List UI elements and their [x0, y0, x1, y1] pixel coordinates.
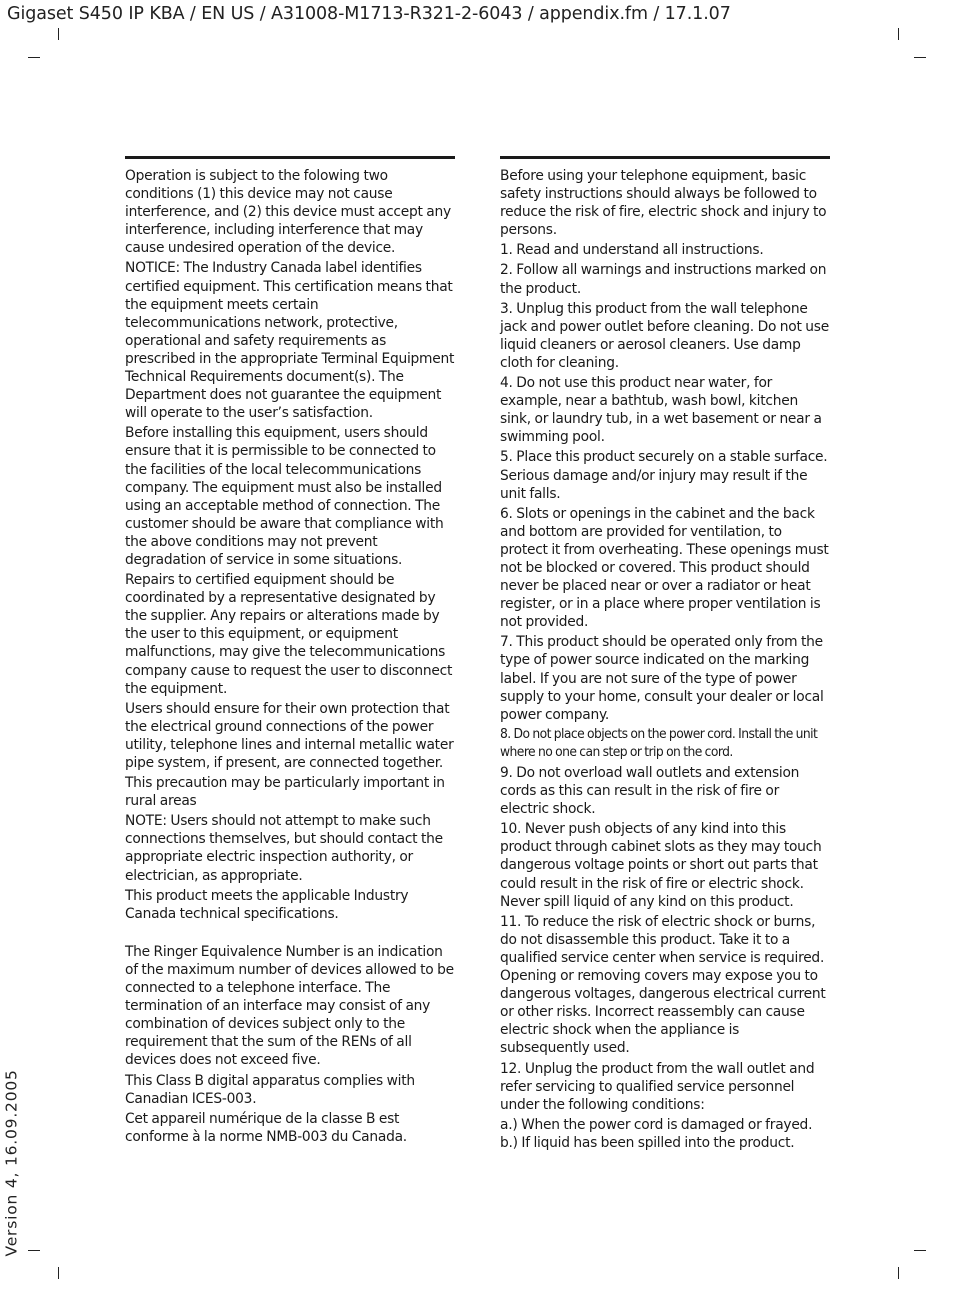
paragraph: Operation is subject to the folowing two conditions (1) this device may not cause interference, and (2) this device must accept any interference, including interference that may cause undesired operation of the device.: [125, 168, 451, 257]
paragraph: Cet appareil numérique de la classe B est conforme à la norme NMB-003 du Canada.: [125, 1110, 407, 1145]
paragraph: Repairs to certified equipment should be coordinated by a representative designated by the supplier. Any repairs or alterations made by the user to this equipment, or equipment malfunctions, may give the telecommunications company cause to request the user to disconnect the equipment.: [125, 572, 453, 697]
crop-mark: [28, 1250, 40, 1251]
list-item: 8. Do not place objects on the power cord. Install the unit where no one can step or trip on the cord.: [500, 726, 818, 760]
paragraph: NOTICE: The Industry Canada label identifies certified equipment. This certification means that the equipment meets certain telecommunications network, protective, operational and safety requirements as prescribed in the appropriate Terminal Equipment Technical Requirements document(s). The Department does not guarantee the equipment will operate to the user’s satisfaction.: [125, 260, 455, 422]
list-item: 7. This product should be operated only from the type of power source indicated on the marking label. If you are not sure of the type of power supply to your home, consult your dealer or local power company.: [500, 634, 824, 723]
paragraph: Before using your telephone equipment, basic safety instructions should always be followed to reduce the risk of fire, electric shock and injury to persons.: [500, 168, 827, 239]
left-column: [125, 156, 455, 1148]
document-header: Gigaset S450 IP KBA / EN US / A31008-M1713-R321-2-6043 / appendix.fm / 17.1.07: [7, 4, 731, 24]
crop-mark: [28, 57, 40, 58]
column-rule: [500, 156, 830, 159]
right-column: [500, 156, 830, 1154]
paragraph: Before installing this equipment, users should ensure that it is permissible to be connected to the facilities of the local telecommunications company. The equipment must also be installed using an acceptable method of connection. The customer should be aware that compliance with the above conditions may not prevent degradation of service in some situations.: [125, 425, 444, 568]
sub-list-item: a.) When the power cord is damaged or frayed.: [500, 1116, 813, 1133]
version-note: Version 4, 16.09.2005: [2, 1069, 21, 1257]
crop-mark: [898, 1267, 899, 1279]
crop-mark: [58, 1267, 59, 1279]
list-item: 10. Never push objects of any kind into this product through cabinet slots as they may touch dangerous voltage points or short out parts that could result in the risk of fire or electric shock. Never spill liquid of any kind on this product.: [500, 821, 822, 910]
list-item: 9. Do not overload wall outlets and extension cords as this can result in the risk of fire or electric shock.: [500, 765, 800, 818]
crop-mark: [898, 28, 899, 40]
list-item: 2. Follow all warnings and instructions marked on the product.: [500, 262, 827, 297]
paragraph: This precaution may be particularly important in rural areas: [125, 775, 445, 810]
crop-mark: [914, 57, 926, 58]
paragraph: NOTE: Users should not attempt to make such connections themselves, but should contact the appropriate electric inspection authority, or electrician, as appropriate.: [125, 813, 443, 884]
paragraph: The Ringer Equivalence Number is an indication of the maximum number of devices allowed to be connected to a telephone interface. The termination of an interface may consist of any combination of devices subject only to the requirement that the sum of the RENs of all devices does not exceed five.: [125, 943, 454, 1069]
list-item: 1. Read and understand all instructions.: [500, 242, 764, 259]
paragraph: This product meets the applicable Industry Canada technical specifications.: [125, 887, 409, 922]
crop-mark: [58, 28, 59, 40]
list-item: 12. Unplug the product from the wall outlet and refer servicing to qualified service personnel under the following conditions:: [500, 1060, 815, 1113]
list-item: 3. Unplug this product from the wall telephone jack and power outlet before cleaning. Do not use liquid cleaners or aerosol cleaners. Use damp cloth for cleaning.: [500, 300, 829, 371]
list-item: 11. To reduce the risk of electric shock or burns, do not disassemble this product. Take it to a qualified service center when service is required. Opening or removing covers may expose you to dangerous voltages, dangerous electrical current or other risks. Incorrect reassembly can cause electric shock when the appliance is subsequently used.: [500, 913, 826, 1057]
column-rule: [125, 156, 455, 159]
list-item: 6. Slots or openings in the cabinet and the back and bottom are provided for ventilation, to protect it from overheating. These openings must not be blocked or covered. This product should never be placed near or over a radiator or heat register, or in a place where proper ventilation is not provided.: [500, 505, 829, 631]
list-item: 5. Place this product securely on a stable surface. Serious damage and/or injury may result if the unit falls.: [500, 449, 828, 502]
sub-list-item: b.) If liquid has been spilled into the product.: [500, 1134, 795, 1151]
paragraph: This Class B digital apparatus complies with Canadian ICES-003.: [125, 1072, 415, 1107]
paragraph: Users should ensure for their own protection that the electrical ground connections of the power utility, telephone lines and internal metallic water pipe system, if present, are connected together.: [125, 700, 454, 771]
crop-mark: [914, 1250, 926, 1251]
list-item: 4. Do not use this product near water, for example, near a bathtub, wash bowl, kitchen sink, or laundry tub, in a wet basement or near a swimming pool.: [500, 375, 822, 446]
